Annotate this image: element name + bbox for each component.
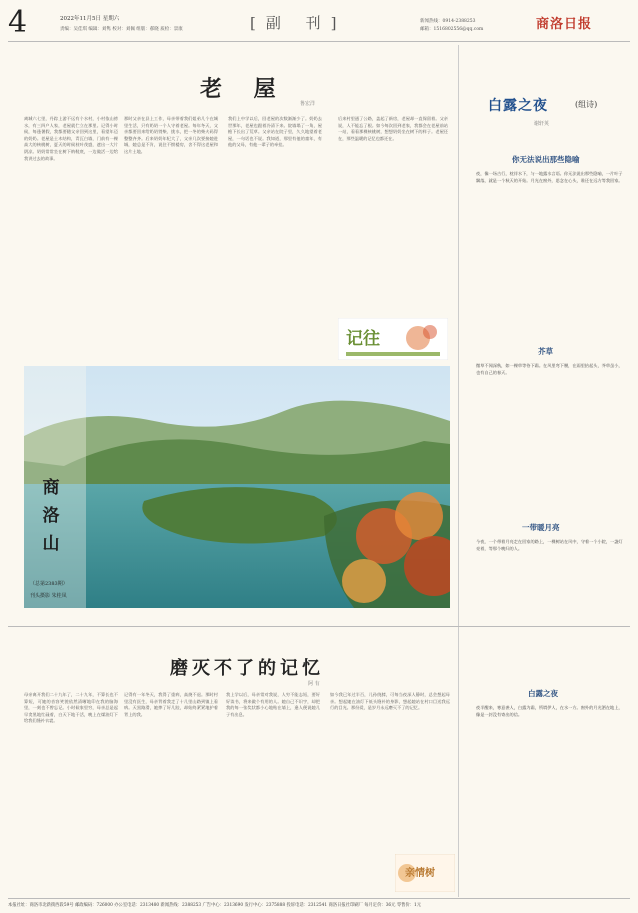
header-rule	[8, 41, 630, 42]
sidebar-subtitle: (组诗)	[575, 100, 598, 109]
memory-column-3: 我上学以后，母亲常对我说，人穷不能志短，要好好读书，将来做个有用的人。她自己不识字，却把我的每一张奖状都小心地贴在墙上，逢人便说她儿子有出息。	[226, 692, 320, 717]
article-title-memory: 磨灭不了的记忆	[170, 658, 324, 679]
memory-column-4: 如今我已年过半百，儿孙绕膝，可每当夜深人静时，总会想起母亲。想起她在油灯下低头缝补的身影，想起她站在村口目送我远行的目光。那份爱，是岁月永远磨灭不了的记忆。	[330, 692, 450, 711]
poem-heading-4: 白露之夜	[528, 689, 558, 698]
jiwang-banner-text: 记往	[346, 329, 380, 349]
sidebar-title: 白露之夜	[488, 98, 548, 114]
poem-heading-1: 你无法说出那些隐喻	[512, 155, 580, 164]
photo-title: 商洛山	[42, 478, 60, 554]
footer-info: 本报社址：商洛市北新街西段59号 邮政编码：726000 办公室电话：2313480 新闻热线：2388253 广告中心：2313690 发行中心：2375888 投诉电话：2312541 商洛日报社印刷厂 每月定价：36元 零售价：1元	[8, 903, 422, 908]
sidebar-author: 谢轩英	[534, 121, 550, 127]
laowu-column-1: 离城六七里，丹踪上游不远有个水村，小村依山傍水，有三四户人家，老屋就伫立在那里。记得小时候，每逢暑假，我都要随父亲回到这里，看望年迈的奶奶。老屋是土木结构，青瓦白墙，门前有一棵高大的核桃树，夏天的时候枝叶茂盛，遮出一大片阴凉。奶奶常常坐在树下纳鞋底，一边做活一边给我讲过去的故事。	[24, 116, 118, 161]
article-author-memory: 阿 有	[308, 681, 320, 687]
laowu-column-2: 那时父亲在县上工作，母亲带着我们姐弟几个在城里生活，只有奶奶一个人守着老屋。每年冬天，父亲都要回来给奶奶劈柴、挑水，把一冬的柴火码得整整齐齐。后来奶奶年纪大了，父亲几次要接她进城，她总是不肯，说住不惯楼房，舍不得这老屋和这片土地。	[124, 116, 218, 154]
email-line: 邮箱：1516802556@qq.com	[420, 27, 484, 32]
article-author-laowu: 鲁宏洋	[300, 101, 316, 107]
newspaper-logo: 商洛日报	[536, 17, 593, 32]
memory-column-2: 记得有一年冬天，我得了重病，高烧不退。那时村里没有医生，母亲背着我走了十几里山路到镇上看病。天黑路滑，她摔了好几跤，却始终紧紧地护着背上的我。	[124, 692, 218, 717]
jiwang-banner	[338, 318, 448, 360]
editors-line: 责编：吴佳琪 编辑：刘隽 校对：刘佩 组版：郝晓 质检：景康	[60, 27, 183, 32]
lake-photo	[24, 366, 450, 608]
qinqing-banner-text: 亲情树	[405, 868, 435, 879]
poem-heading-3: 一带暖月亮	[522, 523, 560, 532]
poem-body-3: 今夜，一个带着月亮走在回家的路上，一棵树站在风中，守着一个小院，一盏灯亮着，等那个晚归的人。	[476, 539, 623, 551]
poem-body-4: 夜半醒来，寒意袭人，白露为霜，所谓伊人，在水一方。窗外的月光洒在地上，像是一封没有寄出的信。	[476, 705, 623, 717]
section-name: [副 刊]	[250, 14, 347, 32]
poem-body-1: 夜，像一场古行，枕伴水下，与一地露水言语。你无法说出那些隐喻，一片叶子飘落，就是一个秋天的开始。月光在窗外，思念在心头，谁还在远方等我回家。	[476, 171, 623, 183]
column-divider	[458, 45, 459, 897]
memory-column-1: 母亲离开我们二十九年了，二十九年，不算长也不算短，可她的音容笑貌依然清晰地印在我的脑海里，一刻也不曾忘记。小时候家里穷，母亲总是起早贪黑地忙碌着，白天下地干活，晚上在煤油灯下给我们缝补衣裳。	[24, 692, 118, 724]
laowu-column-4: 后来村里通了公路，盖起了新房，老屋却一直保留着。父亲说，人不能忘了根。如今每次回到老家，我都会在老屋前站一站，看看那棵核桃树，想想奶奶坐在树下的样子。老屋还在，那些温暖的记忆也都还在。	[338, 116, 448, 141]
photo-issue-number: （总第2383期）	[30, 581, 68, 587]
qinqing-banner	[395, 854, 455, 892]
poem-body-2: 微草不闻深秋，如一棵草等待下霜。在风里弯下腰，在雨里抬起头，芥草虽小，也有自己的春天。	[476, 363, 623, 375]
article-title-laowu: 老 屋	[200, 76, 288, 102]
hotline: 新闻热线：0914-2388253	[420, 19, 476, 24]
laowu-column-3: 我们上中学以后，回老屋的次数渐渐少了。奶奶去世那年，老屋也跟着冷清下来。院墙塌了一角，屋檐下长出了荒草。父亲站在院子里，久久地望着老屋，一句话也不说。我知道，那里有他的童年，有他的父母，有他一辈子的牵挂。	[228, 116, 322, 148]
issue-date: 2022年11月5日 星期六	[60, 16, 120, 22]
photo-credit: 刊头摄影 朱桂凤	[30, 593, 67, 599]
poem-heading-2: 芥草	[538, 347, 553, 356]
footer-rule	[8, 898, 630, 899]
page-number: 4	[8, 5, 28, 40]
